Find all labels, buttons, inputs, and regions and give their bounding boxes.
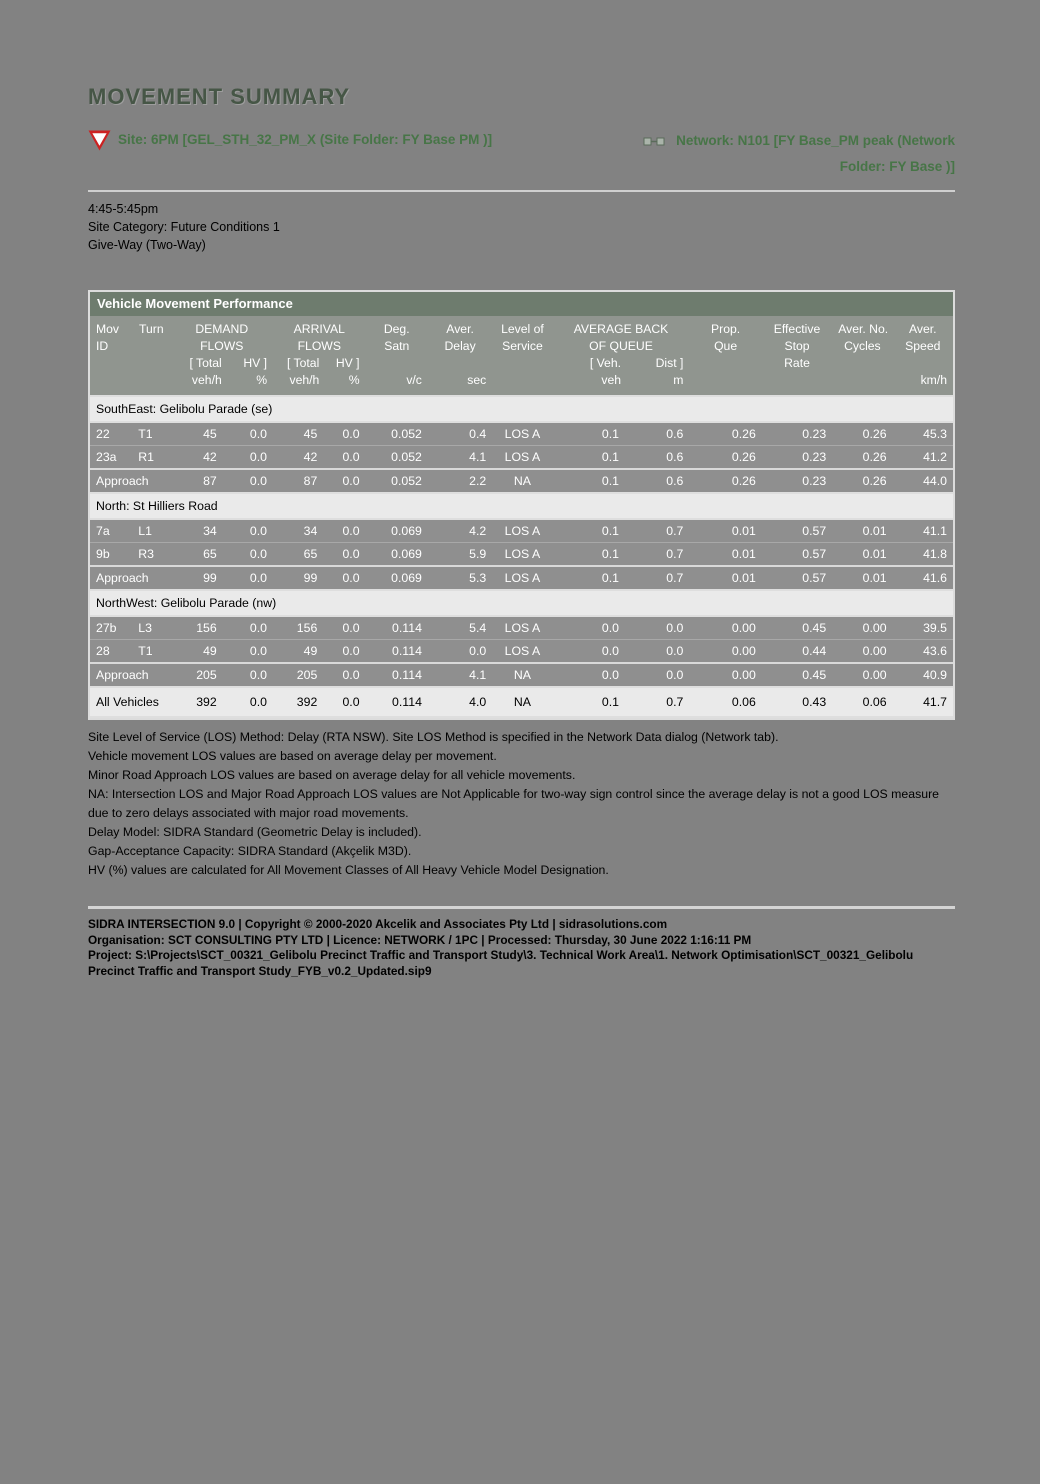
table-row: 7a L1 34 0.0 34 0.0 0.069 4.2 LOS A 0.1 0.7 0.01 0.57 0.01 41.1 — [90, 519, 953, 543]
footnote: Minor Road Approach LOS values are based on average delay for all vehicle movements. — [88, 768, 576, 782]
report-page — [88, 0, 955, 979]
table-row: 22 T1 45 0.0 45 0.0 0.052 0.4 LOS A 0.1 0.6 0.26 0.23 0.26 45.3 — [90, 422, 953, 446]
site-category: Site Category: Future Conditions 1 — [88, 220, 280, 234]
footnote: Vehicle movement LOS values are based on average delay per movement. — [88, 749, 497, 763]
col-prop-que: Prop. Que — [689, 316, 761, 396]
give-way-sign-icon — [88, 130, 111, 151]
footnote: HV (%) values are calculated for All Movement Classes of All Heavy Vehicle Model Designation. — [88, 863, 609, 877]
section-header-row: SouthEast: Gelibolu Parade (se) — [90, 396, 953, 422]
footnote: NA: Intersection LOS and Major Road Approach LOS values are Not Applicable for two-way sign control since the average delay is not a good LOS measure due to zero delays associated with major road movements. — [88, 787, 940, 820]
col-turn: Turn — [132, 316, 170, 396]
network-label: Network: N101 [FY Base_PM peak (Network Folder: FY Base )] — [676, 133, 955, 174]
col-aver-no-cycles: Aver. No. Cycles — [832, 316, 892, 396]
table-body — [90, 396, 953, 717]
footnote: Delay Model: SIDRA Standard (Geometric Delay is included). — [88, 825, 422, 839]
footer-line: SIDRA INTERSECTION 9.0 | Copyright © 2000-2020 Akcelik and Associates Pty Ltd | sidrasolutions.com — [88, 917, 668, 931]
table-header — [90, 316, 953, 396]
table-row: 9b R3 65 0.0 65 0.0 0.069 5.9 LOS A 0.1 0.7 0.01 0.57 0.01 41.8 — [90, 543, 953, 567]
header-divider — [88, 190, 955, 192]
col-demand-flows: DEMAND FLOWS [ Total HV ] veh/h % — [170, 316, 273, 396]
footer-divider — [88, 906, 955, 909]
vehicle-movement-performance-table — [88, 290, 955, 720]
col-effective-stop-rate: Effective Stop Rate — [762, 316, 832, 396]
table-row: 23a R1 42 0.0 42 0.0 0.052 4.1 LOS A 0.1 0.6 0.26 0.23 0.26 41.2 — [90, 446, 953, 470]
table-row: 28 T1 49 0.0 49 0.0 0.114 0.0 LOS A 0.0 0.0 0.00 0.44 0.00 43.6 — [90, 640, 953, 664]
footnote: Site Level of Service (LOS) Method: Delay (RTA NSW). Site LOS Method is specified in the Network Data dialog (Network tab). — [88, 730, 779, 744]
movement-table — [90, 316, 953, 718]
footer-line: Project: S:\Projects\SCT_00321_Gelibolu Precinct Traffic and Transport Study\3. Technical Work Area\1. Network Optimisation\SCT_00321_Gelibolu Precinct Traffic and Transport Study_FYB_v0.2_Updated.sip9 — [88, 948, 914, 978]
table-title: Vehicle Movement Performance — [90, 292, 953, 316]
col-deg-satn: Deg. Satn v/c — [366, 316, 428, 396]
approach-row: Approach 205 0.0 205 0.0 0.114 4.1 NA 0.0 0.0 0.00 0.45 0.00 40.9 — [90, 663, 953, 687]
report-header — [88, 128, 955, 180]
section-header-row: North: St Hilliers Road — [90, 493, 953, 519]
footnote: Gap-Acceptance Capacity: SIDRA Standard (Akçelik M3D). — [88, 844, 412, 858]
table-row: 27b L3 156 0.0 156 0.0 0.114 5.4 LOS A 0.0 0.0 0.00 0.45 0.00 39.5 — [90, 616, 953, 640]
footer-line: Organisation: SCT CONSULTING PTY LTD | Licence: NETWORK / 1PC | Processed: Thursday, 30 June 2022 1:16:11 PM — [88, 932, 752, 947]
time-period: 4:45-5:45pm — [88, 202, 159, 216]
site-meta — [88, 200, 955, 254]
network-icon — [643, 135, 665, 148]
section-header-row: NorthWest: Gelibolu Parade (nw) — [90, 590, 953, 616]
all-vehicles-row: All Vehicles 392 0.0 392 0.0 0.114 4.0 NA 0.1 0.7 0.06 0.43 0.06 41.7 — [90, 687, 953, 717]
col-aver-delay: Aver. Delay sec — [428, 316, 492, 396]
footnotes — [88, 728, 955, 880]
col-mov-id: Mov ID — [90, 316, 132, 396]
approach-row: Approach 99 0.0 99 0.0 0.069 5.3 LOS A 0.1 0.7 0.01 0.57 0.01 41.6 — [90, 566, 953, 590]
approach-row: Approach 87 0.0 87 0.0 0.052 2.2 NA 0.1 0.6 0.26 0.23 0.26 44.0 — [90, 469, 953, 493]
col-average-back-of-queue: AVERAGE BACK OF QUEUE [ Veh. Dist ] veh m — [553, 316, 690, 396]
col-aver-speed: Aver. Speed km/h — [893, 316, 953, 396]
control-type: Give-Way (Two-Way) — [88, 238, 206, 252]
site-label: Site: 6PM [GEL_STH_32_PM_X (Site Folder: FY Base PM )] — [118, 132, 493, 147]
col-level-of-service: Level of Service — [492, 316, 552, 396]
network-heading — [643, 128, 955, 180]
col-arrival-flows: ARRIVAL FLOWS [ Total HV ] veh/h % — [273, 316, 366, 396]
report-footer — [88, 917, 955, 979]
site-heading — [88, 128, 492, 152]
page-title: MOVEMENT SUMMARY — [88, 84, 351, 109]
